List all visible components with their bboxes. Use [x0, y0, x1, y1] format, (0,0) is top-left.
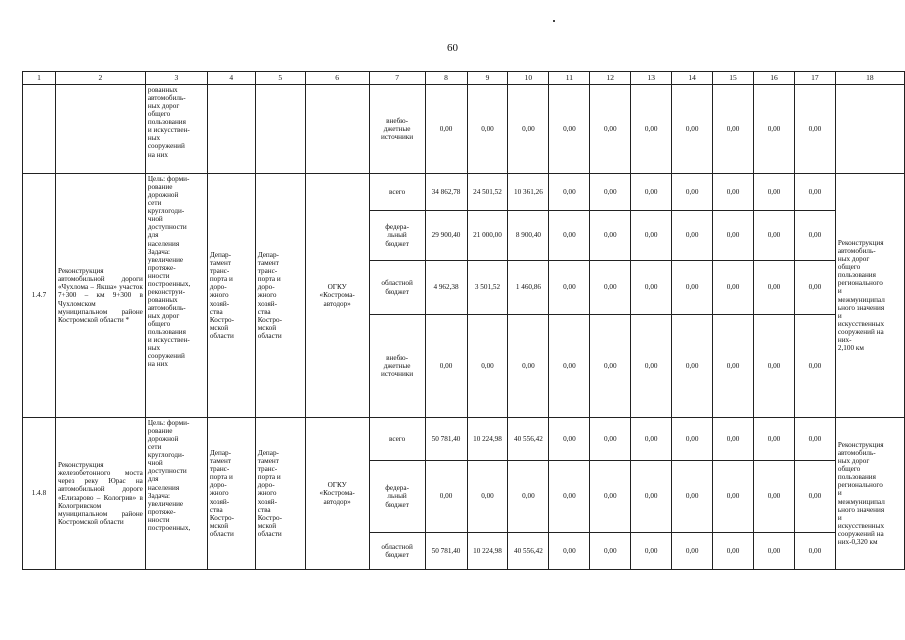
- cell-value: 0,00: [754, 461, 795, 533]
- cell-value: 0,00: [467, 85, 508, 174]
- cell-value: 0,00: [590, 461, 631, 533]
- header-cell: 17: [794, 72, 835, 85]
- cell-value: 0,00: [713, 174, 754, 211]
- cell-result: Реконструкция автомобиль- ных дорог общего пользования регионального и межмуниципал ьного значения и искусственных сооружений на них-0,320 км: [835, 418, 904, 570]
- cell-value: 0,00: [672, 418, 713, 461]
- cell-value: 0,00: [467, 461, 508, 533]
- cell-goal: Цель: форми- рование дорожной сети круглогоди- чной доступности для населения Задача: увеличение протяже- нности построенных,: [145, 418, 207, 570]
- cell-id: 1.4.8: [23, 418, 56, 570]
- cell-id: 1.4.7: [23, 174, 56, 418]
- cell-value: 4 962,38: [425, 261, 467, 315]
- cell-executor: ОГКУ «Кострома- автодор»: [305, 418, 369, 570]
- cell-value: 0,00: [713, 211, 754, 261]
- cell-value: 0,00: [672, 315, 713, 418]
- cell-value: 0,00: [467, 315, 508, 418]
- header-cell: 13: [631, 72, 672, 85]
- cell-value: 0,00: [631, 418, 672, 461]
- cell-coexecutor: [255, 85, 305, 174]
- cell-value: 0,00: [425, 85, 467, 174]
- cell-value: 0,00: [549, 315, 590, 418]
- cell-value: 0,00: [590, 533, 631, 570]
- header-cell: 8: [425, 72, 467, 85]
- cell-value: 21 000,00: [467, 211, 508, 261]
- cell-value: 0,00: [794, 211, 835, 261]
- header-cell: 4: [207, 72, 255, 85]
- cell-name: Реконструкция железобетонного моста через реку Юрас на автомобильной дороге «Елизарово – Кологрив» в Кологривском муниципальном районе Костромской области: [55, 418, 145, 570]
- cell-value: 0,00: [508, 315, 549, 418]
- cell-executor: ОГКУ «Кострома- автодор»: [305, 174, 369, 418]
- header-cell: 15: [713, 72, 754, 85]
- cell-value: 0,00: [631, 211, 672, 261]
- cell-value: 10 361,26: [508, 174, 549, 211]
- cell-value: 0,00: [549, 85, 590, 174]
- cell-value: 0,00: [754, 315, 795, 418]
- cell-value: 0,00: [672, 461, 713, 533]
- cell-source: всего: [369, 174, 425, 211]
- table-row: [23, 418, 905, 461]
- cell-source: федера- льный бюджет: [369, 461, 425, 533]
- cell-value: 0,00: [754, 85, 795, 174]
- cell-value: 3 501,52: [467, 261, 508, 315]
- cell-value: 34 862,78: [425, 174, 467, 211]
- cell-value: 0,00: [754, 418, 795, 461]
- cell-value: 0,00: [631, 85, 672, 174]
- cell-value: 0,00: [590, 261, 631, 315]
- header-cell: 1: [23, 72, 56, 85]
- cell-value: 0,00: [794, 461, 835, 533]
- cell-value: 8 900,40: [508, 211, 549, 261]
- cell-value: 0,00: [549, 418, 590, 461]
- header-cell: 18: [835, 72, 904, 85]
- cell-value: 0,00: [754, 533, 795, 570]
- cell-value: 0,00: [508, 85, 549, 174]
- cell-value: 0,00: [794, 533, 835, 570]
- header-cell: 14: [672, 72, 713, 85]
- cell-executor: [305, 85, 369, 174]
- cell-value: 0,00: [672, 261, 713, 315]
- cell-id: [23, 85, 56, 174]
- cell-value: 0,00: [425, 315, 467, 418]
- header-cell: 10: [508, 72, 549, 85]
- cell-value: 0,00: [754, 261, 795, 315]
- cell-value: 10 224,98: [467, 418, 508, 461]
- cell-value: 0,00: [549, 211, 590, 261]
- cell-value: 0,00: [508, 461, 549, 533]
- cell-result: Реконструкция автомобиль- ных дорог общего пользования регионального и межмуниципал ьного значения и искусственных сооружений на них- 2,100 км: [835, 174, 904, 418]
- program-table: [22, 71, 905, 570]
- cell-value: 0,00: [590, 211, 631, 261]
- cell-customer: Депар- тамент транс- порта и доро- жного хозяй- ства Костро- мской области: [207, 174, 255, 418]
- cell-coexecutor: Депар- тамент транс- порта и доро- жного хозяй- ства Костро- мской области: [255, 418, 305, 570]
- header-cell: 3: [145, 72, 207, 85]
- cell-value: 0,00: [590, 418, 631, 461]
- cell-value: 0,00: [713, 315, 754, 418]
- cell-value: 0,00: [713, 85, 754, 174]
- header-cell: 12: [590, 72, 631, 85]
- cell-value: 0,00: [425, 461, 467, 533]
- cell-value: 0,00: [713, 418, 754, 461]
- cell-value: 0,00: [754, 211, 795, 261]
- cell-value: 0,00: [794, 418, 835, 461]
- header-cell: 2: [55, 72, 145, 85]
- cell-customer: [207, 85, 255, 174]
- cell-coexecutor: Депар- тамент транс- порта и доро- жного хозяй- ства Костро- мской области: [255, 174, 305, 418]
- cell-value: 0,00: [631, 261, 672, 315]
- cell-name: [55, 85, 145, 174]
- scan-speck: [553, 20, 555, 22]
- header-cell: 5: [255, 72, 305, 85]
- cell-value: 0,00: [794, 315, 835, 418]
- cell-value: 0,00: [672, 533, 713, 570]
- cell-customer: Депар- тамент транс- порта и доро- жного хозяй- ства Костро- мской области: [207, 418, 255, 570]
- cell-value: 40 556,42: [508, 418, 549, 461]
- cell-value: 0,00: [590, 85, 631, 174]
- cell-value: 0,00: [631, 315, 672, 418]
- header-cell: 11: [549, 72, 590, 85]
- cell-result: [835, 85, 904, 174]
- cell-value: 1 460,86: [508, 261, 549, 315]
- cell-value: 40 556,42: [508, 533, 549, 570]
- cell-value: 0,00: [672, 174, 713, 211]
- header-cell: 16: [754, 72, 795, 85]
- cell-value: 50 781,40: [425, 533, 467, 570]
- cell-value: 0,00: [549, 261, 590, 315]
- cell-value: 50 781,40: [425, 418, 467, 461]
- cell-value: 0,00: [631, 533, 672, 570]
- cell-source: внебю- джетные источники: [369, 85, 425, 174]
- cell-value: 0,00: [672, 85, 713, 174]
- cell-value: 0,00: [549, 461, 590, 533]
- cell-value: 0,00: [754, 174, 795, 211]
- cell-source: областной бюджет: [369, 261, 425, 315]
- cell-value: 0,00: [794, 174, 835, 211]
- cell-value: 10 224,98: [467, 533, 508, 570]
- header-row: [23, 72, 905, 85]
- cell-value: 0,00: [590, 174, 631, 211]
- cell-value: 0,00: [549, 174, 590, 211]
- cell-value: 29 900,40: [425, 211, 467, 261]
- cell-value: 0,00: [713, 533, 754, 570]
- header-cell: 6: [305, 72, 369, 85]
- cell-value: 0,00: [631, 461, 672, 533]
- cell-value: 24 501,52: [467, 174, 508, 211]
- header-cell: 7: [369, 72, 425, 85]
- table-row: [23, 85, 905, 174]
- cell-source: федера- льный бюджет: [369, 211, 425, 261]
- cell-value: 0,00: [590, 315, 631, 418]
- cell-value: 0,00: [631, 174, 672, 211]
- cell-name: Реконструкция автомобильной дороги «Чухлома – Якша» участок 7+300 – км 9+300 в Чухломском муниципальном районе Костромской области *: [55, 174, 145, 418]
- table-row: [23, 174, 905, 211]
- cell-value: 0,00: [713, 461, 754, 533]
- cell-value: 0,00: [672, 211, 713, 261]
- cell-source: областной бюджет: [369, 533, 425, 570]
- cell-value: 0,00: [794, 85, 835, 174]
- cell-goal: Цель: форми- рование дорожной сети круглогоди- чной доступности для населения Задача: увеличение протяже- нности построенных, реконструи- рованных автомобиль- ных дорог общего пользования и искусствен- ных сооружений на них: [145, 174, 207, 418]
- cell-value: 0,00: [713, 261, 754, 315]
- cell-value: 0,00: [549, 533, 590, 570]
- cell-goal: рованных автомобиль- ных дорог общего пользования и искусствен- ных сооружений на них: [145, 85, 207, 174]
- page-number: 60: [447, 42, 458, 54]
- cell-value: 0,00: [794, 261, 835, 315]
- cell-source: внебю- джетные источники: [369, 315, 425, 418]
- cell-source: всего: [369, 418, 425, 461]
- header-cell: 9: [467, 72, 508, 85]
